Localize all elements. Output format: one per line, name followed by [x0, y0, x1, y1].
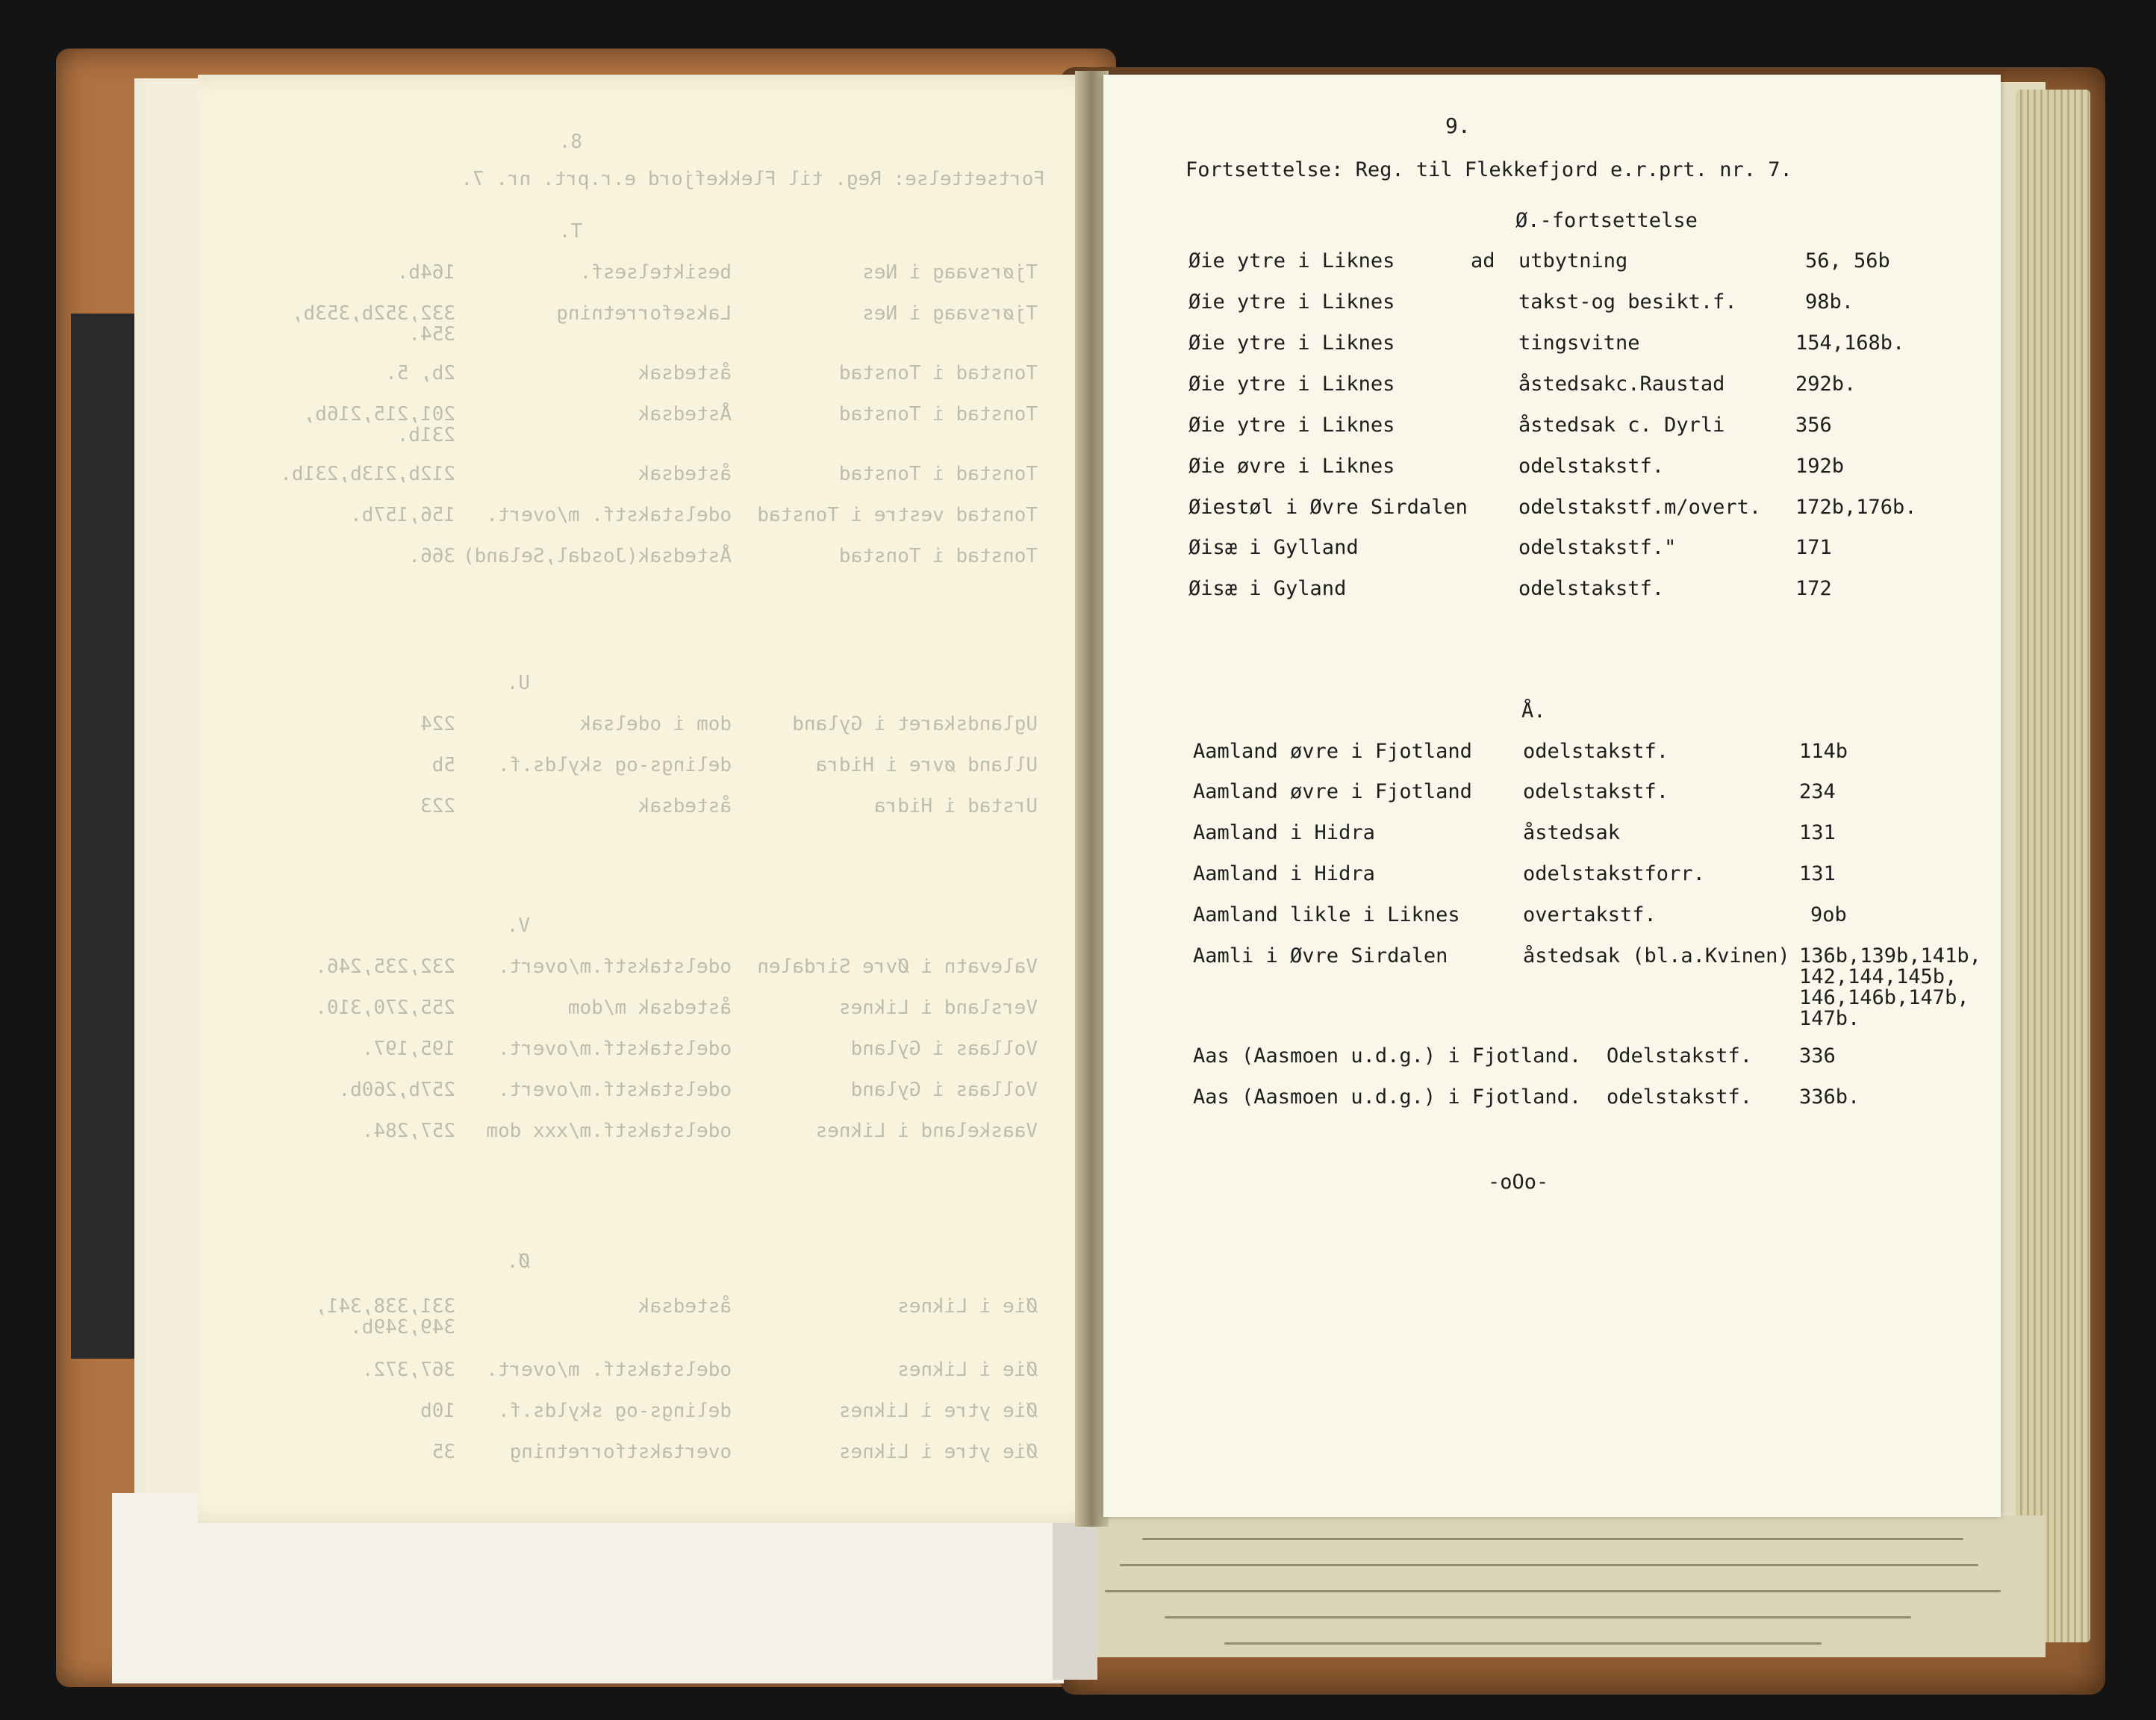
mirrored-entry-type: odelstakstf. m/overt. [486, 504, 732, 526]
end-mark: -oOo- [1488, 1171, 1549, 1194]
mirrored-entry-name: Øie i Liknes [897, 1359, 1038, 1381]
entry-name: Øisæ i Gylland [1188, 536, 1359, 559]
entry-ref: 98b. [1805, 290, 1854, 314]
mirrored-entry-ref: 212b,213b,231b. [280, 463, 455, 485]
entry-ref: 356 [1795, 414, 1832, 437]
mirrored-entry-type: odelstakstf. m/overt. [486, 1359, 732, 1381]
entry-ref: 131 [1799, 862, 1836, 885]
entry-name: Øie ytre i Liknes [1188, 290, 1395, 314]
handwritten-ledger-strip [1075, 1515, 2046, 1657]
mirrored-entry-ref: 257,284. [361, 1120, 455, 1142]
page-number: 9. [1445, 113, 1471, 138]
mirrored-entry-name: Uglandskaret i Gyland [792, 713, 1038, 735]
mirrored-entry-type: delings-og skylds.f. [497, 1400, 732, 1422]
entry-ref: 234 [1799, 780, 1836, 803]
mirrored-entry-ref: 2b, 5. [385, 362, 455, 384]
entry-name: Aamland øvre i Fjotland [1193, 740, 1472, 763]
mirrored-entry-type: åstedsak [638, 1295, 732, 1318]
entry-type: Odelstakstf. [1607, 1044, 1753, 1068]
entry-type: odelstakstf. [1518, 577, 1665, 600]
mirrored-entry-ref: 223 [420, 795, 455, 817]
mirrored-entry-name: Tonstad vestre i Tonstad [757, 504, 1038, 526]
entry-type: åstedsak [1523, 821, 1621, 844]
left-cover-cloth [71, 314, 138, 1359]
entry-type: odelstakstf. [1523, 740, 1669, 763]
mirrored-entry-ref: 332,352b,353b, [291, 302, 455, 325]
mirrored-entry-ref: 367,372. [361, 1359, 455, 1381]
mirrored-entry-ref: 5b [431, 754, 455, 776]
mirrored-entry-type: besiktelsesf. [579, 261, 732, 284]
mirrored-entry-ref: 10b [420, 1400, 455, 1422]
mirrored-section-u: U. [506, 672, 530, 694]
mirrored-entry-name: Tjørsvaag i Nes [862, 261, 1038, 284]
entry-ref: 131 [1799, 821, 1836, 844]
page-heading: Fortsettelse: Reg. til Flekkefjord e.r.prt. nr. 7. [1186, 158, 1792, 181]
mirrored-entry-name: Tonstad i Tonstad [838, 362, 1038, 384]
entry-ref: 9ob [1810, 903, 1847, 926]
entry-type: åstedsak c. Dyrli [1518, 414, 1725, 437]
entry-type: åstedsak (bl.a.Kvinen) [1523, 944, 1790, 968]
left-page-heading: Fortsettelse: Reg. til Flekkefjord e.r.prt. nr. 7. [461, 168, 1045, 190]
entry-type: overtakstf. [1523, 903, 1657, 926]
mirrored-entry-ref-continued: 231b. [396, 424, 455, 446]
mirrored-entry-type: Åstedsak [638, 403, 732, 426]
mirrored-entry-type: åstedsak [638, 463, 732, 485]
ledger-page-edges [2016, 90, 2090, 1642]
mirrored-entry-name: Tonstad i Tonstad [838, 463, 1038, 485]
mirrored-entry-ref: 224 [420, 713, 455, 735]
entry-type: odelstakstf.m/overt. [1518, 496, 1762, 519]
entry-name: Aamland i Hidra [1193, 862, 1375, 885]
entry-type: odelstakstforr. [1523, 862, 1705, 885]
entry-ref-continued: 142,144,145b, [1799, 965, 1957, 988]
entry-name: Øie øvre i Liknes [1188, 455, 1395, 478]
entry-type: odelstakstf. [1518, 455, 1665, 478]
left-section-t: T. [558, 220, 582, 243]
mirrored-entry-ref-continued: 349,349b. [350, 1316, 455, 1339]
mirrored-entry-name: Valevatn i Øvre Sirdalen [757, 956, 1038, 978]
entry-name: Aamli i Øvre Sirdalen [1193, 944, 1448, 968]
entry-type: odelstakstf. [1523, 780, 1669, 803]
mirrored-entry-name: Tjørsvaag i Nes [862, 302, 1038, 325]
mirrored-entry-name: Tonstad i Tonstad [838, 403, 1038, 426]
entry-type: odelstakstf. [1607, 1085, 1753, 1109]
mirrored-entry-type: Åstedsak(Josdal,Seland) [462, 545, 732, 567]
ad-label: ad [1471, 249, 1495, 272]
mirrored-entry-type: åstedsak [638, 362, 732, 384]
mirrored-entry-name: Urstad i Hidra [873, 795, 1038, 817]
mirrored-entry-name: Ulland øvre i Hidra [815, 754, 1038, 776]
entry-ref: 292b. [1795, 373, 1857, 396]
section-heading-o: Ø.-fortsettelse [1515, 209, 1698, 232]
entry-name: Øie ytre i Liknes [1188, 414, 1395, 437]
mirrored-entry-type: delings-og skylds.f. [497, 754, 732, 776]
mirrored-entry-ref: 257b,260b. [338, 1079, 455, 1101]
mirrored-entry-type: odelstakstf.m/overt. [497, 956, 732, 978]
entry-ref: 336 [1799, 1044, 1836, 1068]
entry-name: Øie ytre i Liknes [1188, 373, 1395, 396]
entry-type: åstedsakc.Raustad [1518, 373, 1725, 396]
mirrored-entry-name: Tonstad i Tonstad [838, 545, 1038, 567]
entry-name: Aas (Aasmoen u.d.g.) i Fjotland. [1193, 1044, 1582, 1068]
mirrored-entry-type: odelstakstf.m/xxx dom [486, 1120, 732, 1142]
entry-ref: 114b [1799, 740, 1848, 763]
mirrored-entry-type: åstedsak m/dom [567, 997, 732, 1019]
mirrored-entry-ref: 156,157b. [350, 504, 455, 526]
entry-ref: 336b. [1799, 1085, 1860, 1109]
mirrored-section-o: Ø. [506, 1250, 530, 1273]
entry-name: Øisæ i Gyland [1188, 577, 1347, 600]
mirrored-entry-ref: 331,338,341, [315, 1295, 455, 1318]
mirrored-entry-ref: 201,215,216b, [303, 403, 455, 426]
entry-name: Aamland i Hidra [1193, 821, 1375, 844]
mirrored-entry-type: dom i odelsak [579, 713, 732, 735]
entry-ref: 192b [1795, 455, 1845, 478]
entry-ref: 56, 56b [1805, 249, 1890, 272]
entry-name: Øiestøl i Øvre Sirdalen [1188, 496, 1468, 519]
mirrored-entry-name: Vollaas i Gyland [850, 1038, 1038, 1060]
mirrored-entry-ref: 255,270,310. [315, 997, 455, 1019]
mirrored-entry-type: odelstakstf.m/overt. [497, 1038, 732, 1060]
entry-ref: 172b,176b. [1795, 496, 1917, 519]
mirrored-entry-type: åstedsak [638, 795, 732, 817]
entry-ref: 172 [1795, 577, 1832, 600]
entry-type: tingsvitne [1518, 331, 1640, 355]
section-heading-aa: Å. [1521, 699, 1546, 723]
mirrored-entry-name: Versland i Liknes [838, 997, 1038, 1019]
entry-ref: 171 [1795, 536, 1832, 559]
entry-name: Aamland øvre i Fjotland [1193, 780, 1472, 803]
mirrored-entry-ref: 366. [408, 545, 455, 567]
mirrored-entry-type: overtakstforretning [509, 1441, 732, 1463]
entry-ref-continued: 147b. [1799, 1007, 1860, 1030]
left-page-number: 8. [558, 131, 582, 153]
mirrored-entry-ref: 195,197. [361, 1038, 455, 1060]
mirrored-entry-ref: 35 [431, 1441, 455, 1463]
mirrored-entry-name: Øie ytre i Liknes [838, 1400, 1038, 1422]
entry-type: takst-og besikt.f. [1518, 290, 1737, 314]
entry-type: utbytning [1518, 249, 1628, 272]
entry-name: Aas (Aasmoen u.d.g.) i Fjotland. [1193, 1085, 1582, 1109]
mirrored-entry-name: Øie i Liknes [897, 1295, 1038, 1318]
entry-ref-continued: 146,146b,147b, [1799, 986, 1969, 1009]
mirrored-entry-type: odelstakstf.m/overt. [497, 1079, 732, 1101]
inserted-gray-sheet [1053, 1515, 1097, 1680]
mirrored-entry-name: Vaaskeland i Liknes [815, 1120, 1038, 1142]
entry-name: Øie ytre i Liknes [1188, 331, 1395, 355]
mirrored-entry-name: Øie ytre i Liknes [838, 1441, 1038, 1463]
entry-type: odelstakstf." [1518, 536, 1677, 559]
entry-name: Aamland likle i Liknes [1193, 903, 1460, 926]
left-page-show-through [198, 75, 1105, 1523]
entry-name: Øie ytre i Liknes [1188, 249, 1395, 272]
mirrored-entry-type: Lakseforretning [556, 302, 732, 325]
mirrored-section-v: V. [506, 914, 530, 937]
mirrored-entry-ref: 164b. [396, 261, 455, 284]
mirrored-entry-name: Vollaas i Gyland [850, 1079, 1038, 1101]
entry-ref: 136b,139b,141b, [1799, 944, 1981, 968]
mirrored-entry-ref-continued: 354. [408, 323, 455, 346]
mirrored-entry-ref: 232,235,246. [315, 956, 455, 978]
entry-ref: 154,168b. [1795, 331, 1905, 355]
